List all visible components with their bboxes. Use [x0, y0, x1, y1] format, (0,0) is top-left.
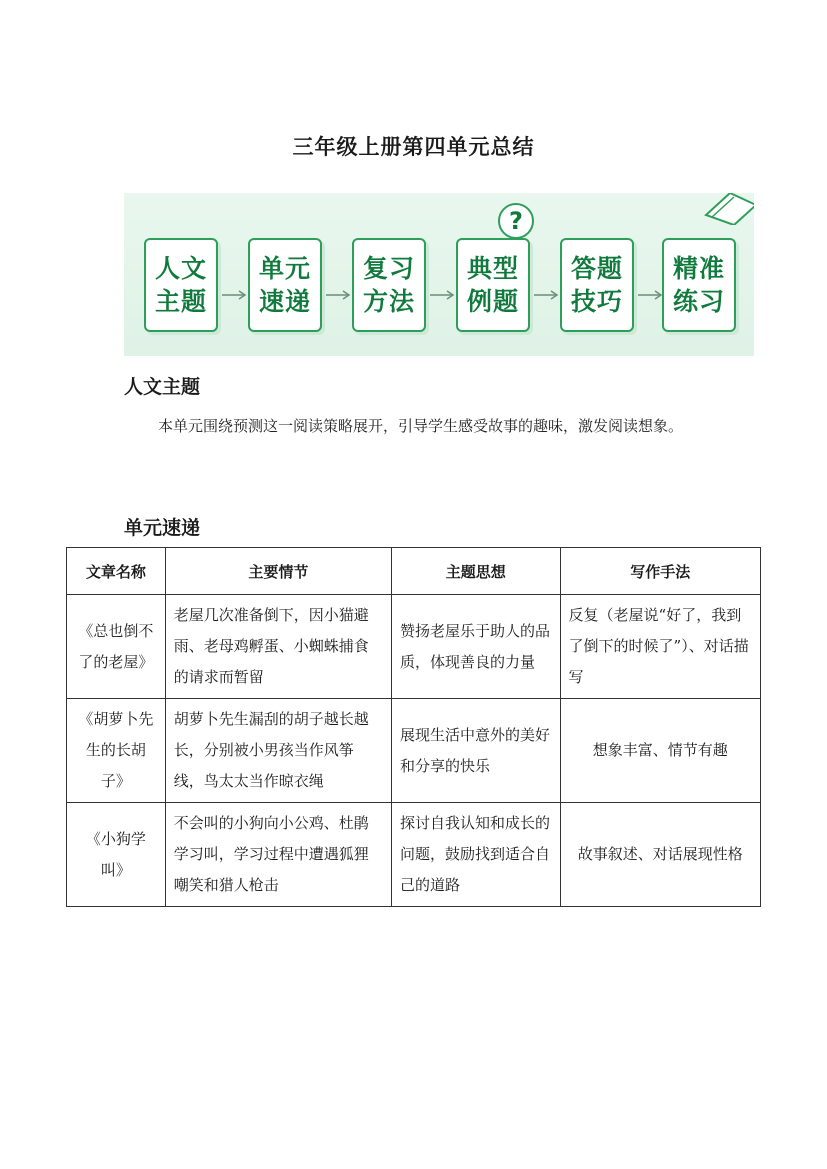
flow-step-answer-skills [560, 238, 634, 332]
flow-step-unit-overview [248, 238, 322, 332]
flow-step-line: 技巧 [570, 287, 623, 316]
flow-step-line: 练习 [672, 287, 725, 316]
arrow-right-icon [532, 289, 560, 301]
cell-theme: 赞扬老屋乐于助人的品质，体现善良的力量 [392, 595, 561, 699]
page-title: 三年级上册第四单元总结 [292, 135, 535, 159]
column-header-title: 文章名称 [67, 548, 166, 595]
cell-title: 《胡萝卜先生的长胡子》 [67, 699, 166, 803]
flow-step-line: 典型 [466, 254, 519, 283]
cell-technique: 想象丰富、情节有趣 [560, 699, 760, 803]
flow-banner [124, 193, 754, 356]
cell-title: 《小狗学叫》 [67, 803, 166, 907]
flow-step-line: 主题 [154, 287, 207, 316]
section-heading-unit-overview: 单元速递 [124, 517, 201, 539]
section-heading-humanities-theme: 人文主题 [124, 376, 201, 398]
cell-plot: 胡萝卜先生漏刮的胡子越长越长，分别被小男孩当作风筝线，鸟太太当作晾衣绳 [165, 699, 391, 803]
cell-plot: 不会叫的小狗向小公鸡、杜鹃学习叫，学习过程中遭遇狐狸嘲笑和猎人枪击 [165, 803, 391, 907]
cell-technique: 反复（老屋说“好了，我到了倒下的时候了”）、对话描写 [560, 595, 760, 699]
table-row [67, 699, 761, 803]
flow-step-line: 速递 [258, 287, 311, 316]
flow-step-precise-practice [662, 238, 736, 332]
cell-theme: 展现生活中意外的美好和分享的快乐 [392, 699, 561, 803]
cell-technique: 故事叙述、对话展现性格 [560, 803, 760, 907]
arrow-right-icon [220, 289, 248, 301]
cell-title: 《总也倒不了的老屋》 [67, 595, 166, 699]
arrow-right-icon [636, 289, 664, 301]
unit-summary-table [66, 547, 761, 907]
flow-step-line: 单元 [258, 254, 311, 283]
column-header-technique: 写作手法 [560, 548, 760, 595]
table-row [67, 595, 761, 699]
cell-plot: 老屋几次准备倒下，因小猫避雨、老母鸡孵蛋、小蜘蛛捕食的请求而暂留 [165, 595, 391, 699]
humanities-theme-paragraph: 本单元围绕预测这一阅读策略展开，引导学生感受故事的趣味，激发阅读想象。 [158, 417, 684, 435]
flow-step-line: 答题 [570, 254, 623, 283]
column-header-plot: 主要情节 [165, 548, 391, 595]
flow-step-line: 精准 [672, 254, 725, 283]
book-icon [700, 193, 754, 225]
column-header-theme: 主题思想 [392, 548, 561, 595]
flow-step-line: 方法 [362, 287, 415, 316]
flow-step-review-method [352, 238, 426, 332]
cell-theme: 探讨自我认知和成长的问题，鼓励找到适合自己的道路 [392, 803, 561, 907]
question-icon: ? [498, 203, 534, 239]
arrow-right-icon [324, 289, 352, 301]
flow-step-line: 人文 [154, 254, 207, 283]
flow-step-humanities-theme [144, 238, 218, 332]
table-header-row [67, 548, 761, 595]
flow-step-line: 例题 [466, 287, 519, 316]
table-row [67, 803, 761, 907]
arrow-right-icon [428, 289, 456, 301]
flow-step-typical-examples [456, 238, 530, 332]
flow-step-line: 复习 [362, 254, 415, 283]
